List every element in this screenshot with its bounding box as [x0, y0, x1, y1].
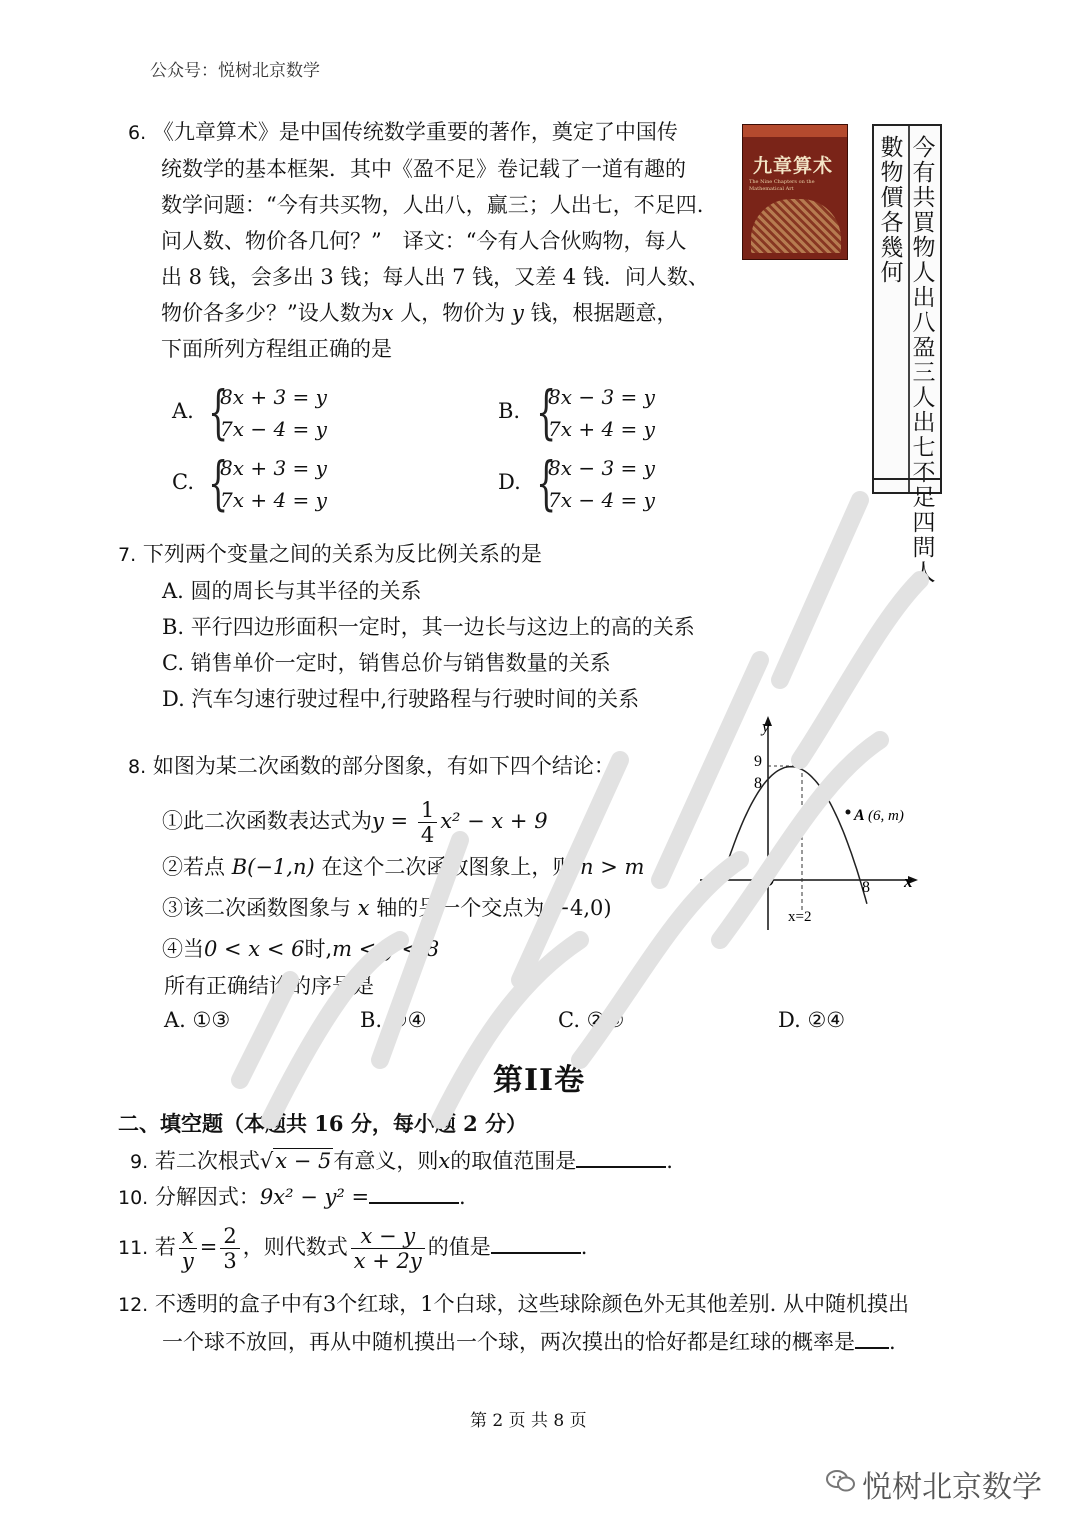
question-number: 11. [118, 1237, 149, 1259]
point-a-label: A [854, 807, 865, 824]
q7-option-b: B. 平行四边形面积一定时，其一边长与这边上的高的关系 [162, 615, 695, 639]
c2-mid: 在这个二次函数图象上，则 [314, 855, 581, 879]
parabola-curve [729, 767, 867, 904]
answer-blank[interactable] [491, 1228, 581, 1254]
point-a-marker [846, 810, 851, 815]
question-7 [118, 536, 695, 717]
scroll-divider [908, 126, 910, 492]
q6-option-a-label: A. [172, 399, 194, 423]
c3-mid: 轴的另一个交点为 [369, 896, 545, 920]
fraction-numerator: x − y [351, 1224, 425, 1249]
q8-conclusion-1 [162, 798, 548, 847]
brace: { [208, 449, 229, 517]
scroll-column-2: 數物價各幾何 [880, 135, 904, 286]
answer-blank[interactable] [576, 1142, 666, 1168]
sqrt-symbol: √ [259, 1149, 274, 1173]
c2-prefix: ②若点 [162, 855, 232, 879]
question-12 [118, 1286, 909, 1360]
q8-option-a: A. ①③ [164, 1008, 231, 1032]
book-cover-stripe [743, 125, 848, 137]
question-number: 9. [130, 1151, 149, 1173]
q6-line-4: 问人数、物价各几何？” 译文：“今有人合伙购物，每人 [161, 229, 687, 253]
q7-option-a: A. 圆的周长与其半径的关系 [162, 579, 422, 603]
q10-eq: = [344, 1185, 370, 1209]
q6-line-3: 数学问题：“今有共买物，人出八，赢三；人出七，不足四. [161, 193, 704, 217]
c2-relation: n > m [580, 855, 645, 879]
c1-rest: x² − x + 9 [440, 809, 548, 833]
section-subtitle: 二、填空题（本题共 16 分，每小题 2 分） [118, 1111, 528, 1136]
q11-prefix: 若 [154, 1235, 176, 1259]
section-title: 第II卷 [493, 1063, 586, 1098]
c1-y: y [372, 809, 384, 833]
q9-radicand: x − 5 [275, 1149, 332, 1173]
q8-conclusion-3 [162, 890, 612, 926]
book-cover-title: 九章算术 [753, 155, 834, 177]
scroll-bottom-border [874, 478, 940, 492]
q8-option-d: D. ②④ [778, 1008, 846, 1032]
q8-conclusion-2 [162, 849, 644, 885]
q6-option-b-label: B. [498, 399, 521, 423]
equation-1: 8x − 3 = y [548, 456, 655, 480]
question-number: 10. [118, 1187, 149, 1209]
q6-line-2: 统数学的基本框架．其中《盈不足》卷记载了一道有趣的 [161, 157, 686, 181]
page-footer: 第 2 页 共 8 页 [470, 1411, 587, 1431]
q11-post: 的值是 [427, 1235, 491, 1259]
q9-var: x [438, 1149, 451, 1173]
c3-point: (−4,0) [544, 896, 612, 920]
question-number: 12. [118, 1294, 149, 1316]
fraction-one-quarter [418, 798, 437, 847]
q6-line-6 [128, 295, 709, 331]
q6-line-6-start: 物价各多少？”设人数为 [161, 301, 382, 325]
q10-end: . [459, 1185, 466, 1209]
q6-line-5: 出 8 钱，会多出 3 钱；每人出 7 钱，又差 4 钱．问人数、 [161, 265, 709, 289]
q6-option-c-label: C. [172, 470, 194, 494]
brand-watermark: 悦树北京数学 [862, 1470, 1042, 1505]
q9-post: 的取值范围是 [450, 1149, 577, 1173]
q11-mid: ，则代数式 [242, 1235, 348, 1259]
book-cover-subtitle: The Nine Chapters on the Mathematical Art [749, 179, 815, 192]
q8-option-c: C. ②③ [558, 1008, 625, 1032]
question-number: 6. [128, 122, 147, 144]
question-number: 7. [118, 544, 137, 566]
origin-label: O [762, 871, 775, 890]
equation-2: 7x − 4 = y [220, 417, 327, 441]
fraction-denominator: 3 [223, 1249, 237, 1273]
q9-prefix: 若二次根式 [154, 1149, 260, 1173]
fraction-denominator: 4 [420, 823, 435, 847]
q6-line-7: 下面所列方程组正确的是 [161, 337, 392, 361]
q11-end: . [580, 1235, 588, 1259]
parabola-graph [690, 712, 940, 937]
fraction-x-over-y [179, 1224, 197, 1273]
question-9 [130, 1142, 673, 1180]
brace: { [536, 378, 557, 446]
c4-mid: 时, [304, 937, 333, 961]
equation-1: 8x + 3 = y [220, 456, 327, 480]
fraction-numerator: 2 [220, 1224, 239, 1249]
equation-2: 7x − 4 = y [548, 488, 655, 512]
q8-option-b: B. ①④ [360, 1008, 427, 1032]
y-label-8: 8 [754, 775, 762, 792]
q6-option-d-label: D. [498, 470, 521, 494]
q8-stem: 如图为某二次函数的部分图象，有如下四个结论： [152, 754, 615, 778]
q9-end: . [666, 1149, 673, 1173]
c2-point: B(−1,n) [231, 855, 315, 879]
question-6 [128, 114, 709, 367]
ancient-text-scroll [872, 124, 942, 586]
q8-ask: 所有正确结论的序号是 [164, 974, 374, 998]
fraction-denominator: x + 2y [353, 1249, 422, 1273]
question-10 [118, 1178, 466, 1216]
equation-1: 8x + 3 = y [220, 385, 327, 409]
brace: { [536, 449, 557, 517]
q10-prefix: 分解因式： [154, 1185, 260, 1209]
q7-stem: 下列两个变量之间的关系为反比例关系的是 [142, 542, 542, 566]
equation-2: 7x + 4 = y [220, 488, 327, 512]
scroll-column-1: 今有共買物人出八盈三人出七不足四問人 [912, 135, 936, 586]
q11-eq: = [199, 1235, 218, 1259]
x-label-8: 8 [862, 879, 870, 896]
fraction-two-thirds [220, 1224, 239, 1273]
fraction-denominator: y [181, 1249, 194, 1273]
c4-condition: 0 < x < 6 [204, 937, 305, 961]
equation-1: 8x − 3 = y [548, 385, 655, 409]
book-cover-art [751, 199, 841, 253]
q12-line-1: 不透明的盒子中有3个红球，1个白球，这些球除颜色外无其他差别. 从中随机摸出 [154, 1292, 909, 1316]
q6-line-6-end: 钱，根据题意， [523, 301, 678, 325]
q10-expression: 9x² − y² [259, 1185, 345, 1209]
y-axis-label: y [762, 717, 770, 736]
wechat-icon [826, 1468, 856, 1494]
point-a-coords: (6, m) [868, 808, 904, 824]
q6-line-1: 《九章算术》是中国传统数学重要的著作，奠定了中国传 [152, 120, 678, 144]
book-cover-image [742, 124, 848, 260]
q12-end: . [889, 1330, 896, 1354]
answer-blank[interactable] [369, 1178, 459, 1204]
variable-y: y [511, 301, 524, 325]
q8-stem-line [128, 748, 615, 785]
vertex-point [800, 764, 805, 769]
question-11 [118, 1224, 587, 1273]
answer-blank[interactable] [855, 1323, 889, 1349]
symmetry-axis-label: x=2 [788, 909, 812, 925]
c1-eq: = [383, 809, 415, 833]
variable-x: x [381, 301, 394, 325]
brace: { [208, 378, 229, 446]
equation-2: 7x + 4 = y [548, 417, 655, 441]
page-header: 公众号：悦树北京数学 [150, 61, 320, 81]
fraction-expression [351, 1224, 425, 1273]
q9-mid: 有意义，则 [333, 1149, 439, 1173]
c1-prefix: ①此二次函数表达式为 [162, 809, 372, 833]
q7-option-d: D. 汽车匀速行驶过程中,行驶路程与行驶时间的关系 [162, 687, 640, 711]
q7-option-c: C. 销售单价一定时，销售总价与销售数量的关系 [162, 651, 611, 675]
q8-conclusion-4 [162, 931, 439, 967]
question-number: 8. [128, 756, 147, 778]
q6-line-6-mid: 人，物价为 [393, 301, 512, 325]
c4-relation: m < y < 8 [332, 937, 440, 961]
x-axis-label: x [904, 872, 913, 891]
fraction-numerator: 1 [418, 798, 437, 823]
y-label-9: 9 [754, 753, 762, 770]
c4-prefix: ④当 [162, 937, 204, 961]
fraction-numerator: x [179, 1224, 197, 1249]
c3-prefix: ③该二次函数图象与 [162, 896, 358, 920]
q12-line-2: 一个球不放回，再从中随机摸出一个球，两次摸出的恰好都是红球的概率是 [162, 1330, 855, 1354]
c3-x: x [357, 896, 370, 920]
